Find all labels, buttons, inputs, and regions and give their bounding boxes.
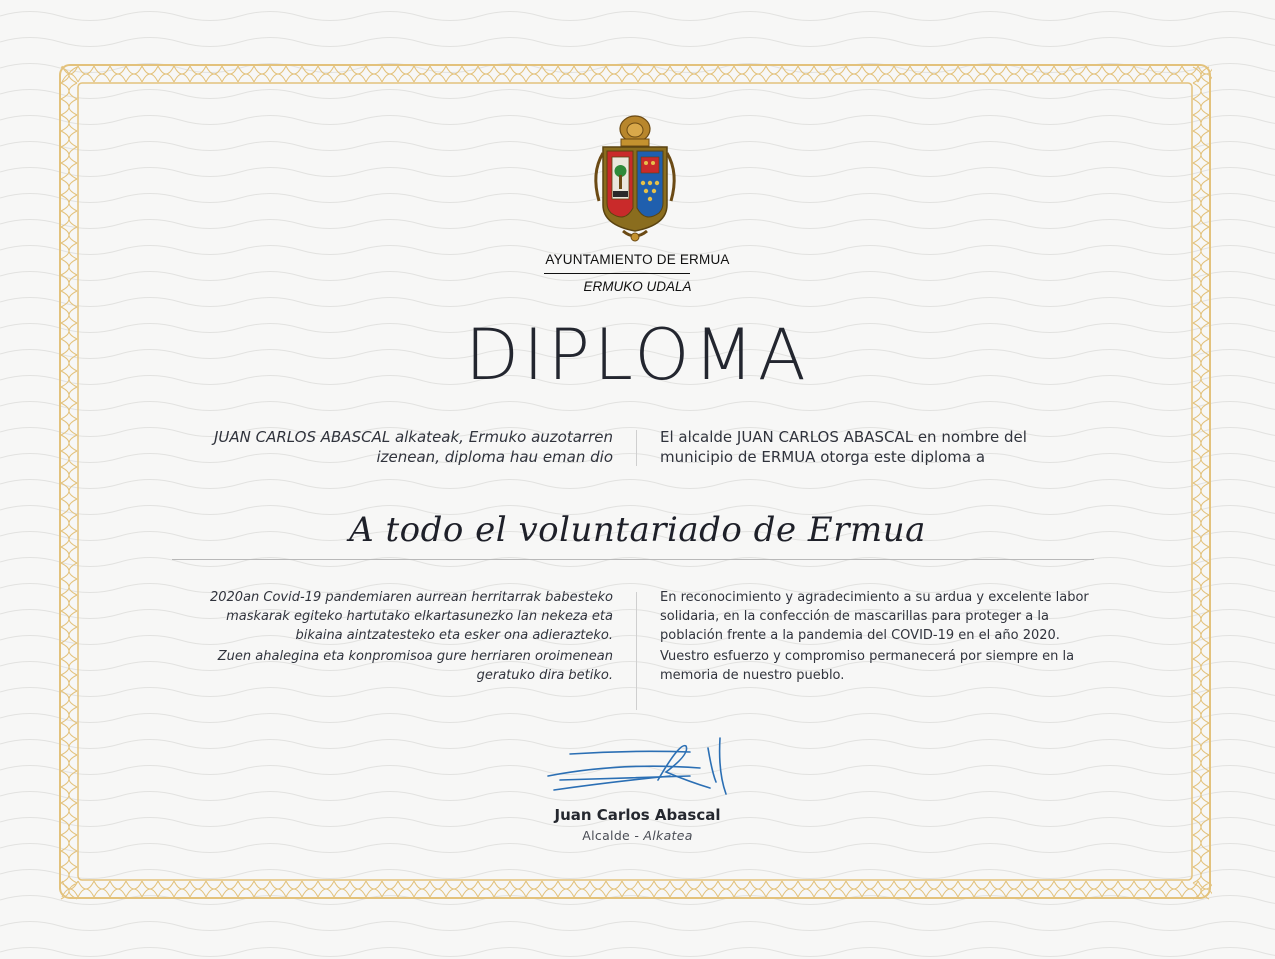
border-pattern <box>62 889 1212 897</box>
background-wave-line <box>0 12 1275 21</box>
border-pattern <box>69 67 77 899</box>
coat-of-arms-icon <box>585 113 685 243</box>
recipient-underline <box>172 559 1094 560</box>
body-es-paragraph-1: En reconocimiento y agradecimiento a su ardua y excelente labor solidaria, en la confección de mascarillas para proteger a la población frente a la pandemia del COVID-19 en el año 2020. <box>660 590 1089 643</box>
signatory-role <box>0 828 1275 843</box>
organization-name-eu: ERMUKO UDALA <box>583 279 692 294</box>
intro-text-eu: JUAN CARLOS ABASCAL alkateak, Ermuko auzotarren izenean, diploma hau eman dio <box>213 428 613 466</box>
background-wave-line <box>0 948 1275 957</box>
border-pattern <box>1193 67 1201 899</box>
body-column-divider <box>636 592 637 710</box>
border-pattern <box>62 74 1212 82</box>
diploma-title: DIPLOMA <box>465 314 810 396</box>
intro-column-divider <box>636 430 637 466</box>
signatory-role-separator: - <box>630 828 644 843</box>
body-eu-paragraph-2: Zuen ahalegina eta konpromisoa gure herriaren oroimenean geratuko dira betiko. <box>217 649 613 683</box>
intro-text-es: El alcalde JUAN CARLOS ABASCAL en nombre del municipio de ERMUA otorga este diploma a <box>660 428 1027 466</box>
organization-divider <box>544 273 690 274</box>
signatory-role-eu: Alkatea <box>643 828 693 843</box>
organization-name-es: AYUNTAMIENTO DE ERMUA <box>545 252 730 267</box>
border-pattern <box>62 881 1212 889</box>
body-es-paragraph-2: Vuestro esfuerzo y compromiso permanecerá por siempre en la memoria de nuestro pueblo. <box>660 649 1075 683</box>
body-text-es <box>660 588 1090 687</box>
background-wave-line <box>0 922 1275 931</box>
border-pattern <box>61 67 69 899</box>
signatory-role-es: Alcalde <box>582 828 631 843</box>
signature-icon <box>540 732 740 802</box>
recipient-name: A todo el voluntariado de Ermua <box>349 510 926 550</box>
signatory-name: Juan Carlos Abascal <box>554 806 721 824</box>
border-pattern <box>1201 67 1209 899</box>
background-wave-line <box>0 38 1275 47</box>
body-text-eu <box>183 588 613 687</box>
body-eu-paragraph-1: 2020an Covid-19 pandemiaren aurrean herritarrak babesteko maskarak egiteko hartutako elkartasunezko lan nekeza eta bikaina aintzatesteko eta esker ona adierazteko. <box>209 590 613 643</box>
border-pattern <box>62 66 1212 74</box>
